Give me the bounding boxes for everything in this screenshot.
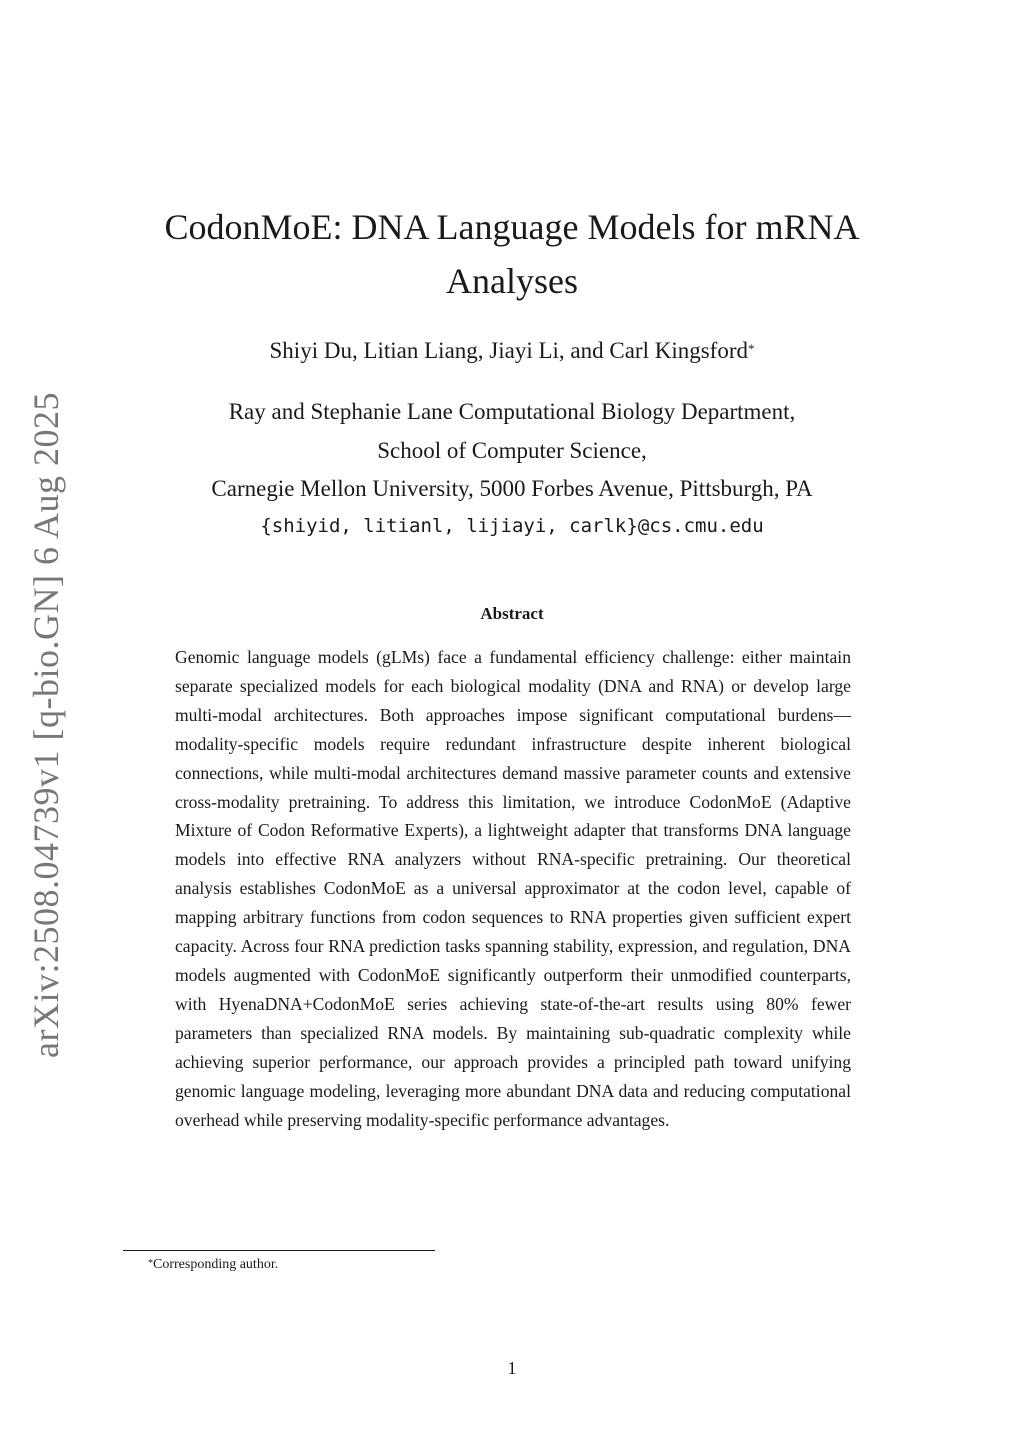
author-emails: {shiyid, litianl, lijiayi, carlk}@cs.cmu.edu [260, 515, 764, 537]
affiliation [120, 393, 904, 509]
author-names: Shiyi Du, Litian Liang, Jiayi Li, and Carl Kingsford [269, 338, 748, 363]
affiliation-line-2: School of Computer Science, [377, 437, 647, 463]
corresponding-author-mark: * [747, 341, 755, 356]
page-number: 1 [507, 1358, 517, 1378]
abstract-text: Genomic language models (gLMs) face a fundamental efficiency challenge: either maintain separate specialized models for each biological modality (DNA and RNA) or develop large multi-modal architectures. Both approaches impose significant computational burdens—modality-specific models require redundant infrastructure despite inherent biological connections, while multi-modal architectures demand massive parameter counts and extensive cross-modality pretraining. To address this limitation, we introduce CodonMoE (Adaptive Mixture of Codon Reformative Experts), a lightweight adapter that transforms DNA language models into effective RNA analyzers without RNA-specific pretraining. Our theoretical analysis establishes CodonMoE as a universal approximator at the codon level, capable of mapping arbitrary functions from codon sequences to RNA properties given sufficient expert capacity. Across four RNA prediction tasks spanning stability, expression, and regulation, DNA models augmented with CodonMoE significantly outperform their unmodified counterparts, with HyenaDNA+CodonMoE series achieving state-of-the-art results using 80% fewer parameters than specialized RNA models. By maintaining sub-quadratic complexity while achieving superior performance, our approach provides a principled path toward unifying genomic language modeling, leveraging more abundant DNA data and reducing computational overhead while preserving modality-specific performance advantages. [175, 647, 851, 1130]
arxiv-identifier-stamp: arXiv:2508.04739v1 [q-bio.GN] 6 Aug 2025 [26, 392, 66, 1058]
author-list [150, 336, 874, 366]
paper-title [150, 200, 874, 308]
footnote [148, 1254, 278, 1276]
footnote-divider [123, 1250, 435, 1251]
paper-title-line-2: Analyses [446, 261, 578, 301]
affiliation-line-3: Carnegie Mellon University, 5000 Forbes Avenue, Pittsburgh, PA [211, 476, 813, 501]
footnote-mark: * [148, 1258, 153, 1269]
footnote-text: Corresponding author. [153, 1257, 279, 1272]
affiliation-line-1: Ray and Stephanie Lane Computational Biology Department, [228, 399, 796, 424]
paper-title-line-1: CodonMoE: DNA Language Models for mRNA [164, 207, 860, 247]
abstract-heading: Abstract [480, 604, 544, 623]
